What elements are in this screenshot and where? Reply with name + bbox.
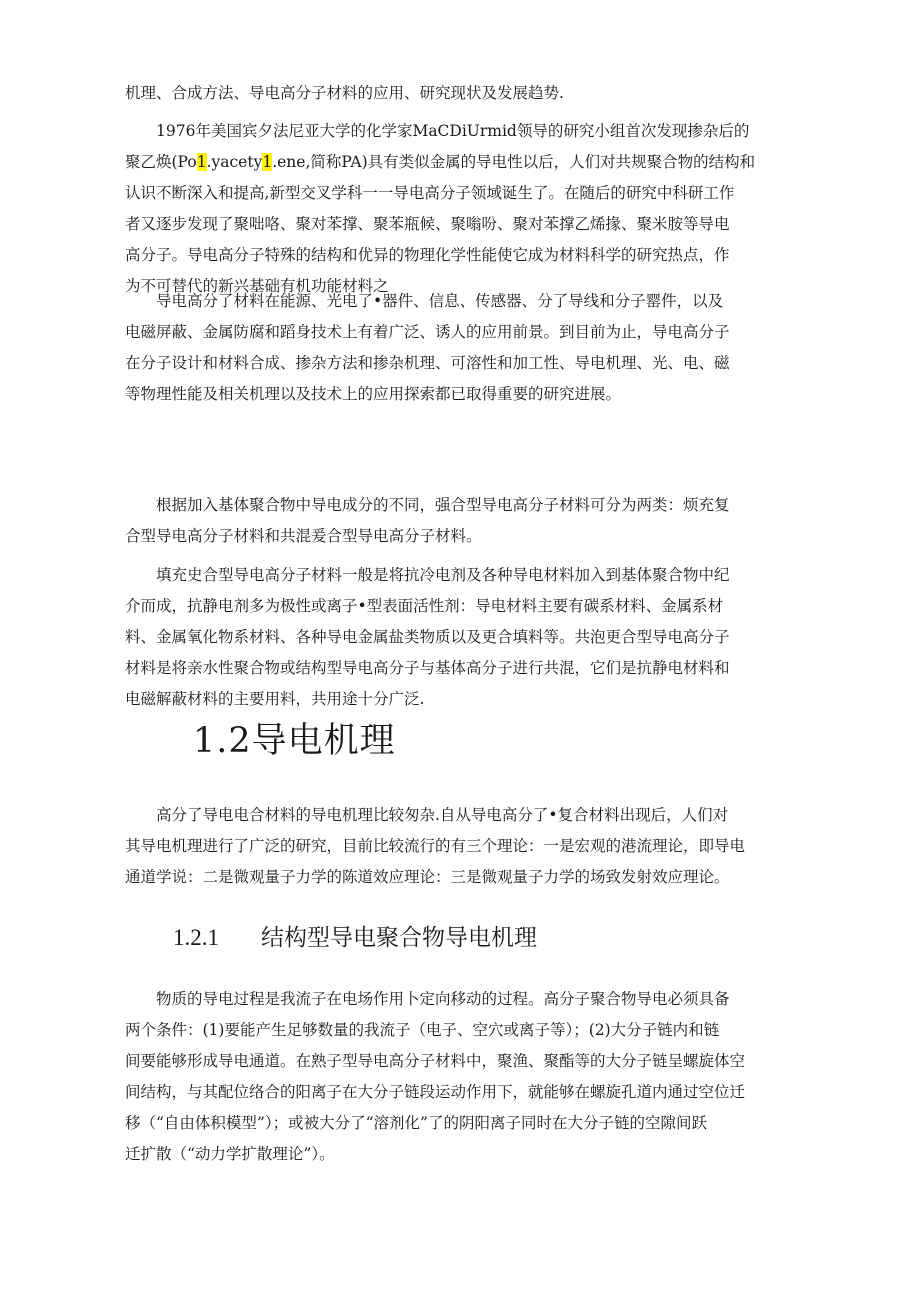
text-line: 迁扩散（“动力学扩散理论”）。	[125, 1145, 335, 1163]
subsection-heading	[173, 918, 537, 958]
text-line: 物质的导电过程是我流子在电场作用卜定向移动的过程。高分子聚合物导电必须具备	[125, 990, 730, 1008]
highlighted-text: 1	[262, 153, 273, 171]
text-line: 移（“自由体积模型”）；或被大分了“溶剂化”了的阴阳离子同时在大分子链的空隙间跃	[125, 1114, 707, 1132]
subsection-number: 1.2.1	[173, 925, 219, 950]
text-line: 电磁屏蔽、金属防腐和蹈身技术上有着广泛、诱人的应用前景。到目前为止，导电高分子	[125, 323, 730, 341]
text-line: 1976年美国宾夕法尼亚大学的化学家MaCDiUrmid领导的研究小组首次发现掺杂后的	[125, 122, 750, 140]
section-heading: 1.2导电机理	[193, 721, 396, 761]
text-line: 高分了导电电合材料的导电机理比较匆杂.自从导电高分了•复合材料出现后，人们对	[125, 806, 729, 824]
text-line: 间要能够形成导电通道。在熟子型导电高分子材料中，聚渔、聚酯等的大分子链呈螺旋体空	[125, 1052, 746, 1070]
paragraph-history	[125, 116, 797, 302]
text-line: 通道学说：二是微观量子力学的陈道效应理论：三是微观量子力学的场致发射效应理论。	[125, 868, 730, 886]
paragraph-classification	[125, 490, 797, 552]
text-line: 者又逐步发现了聚咄咯、聚对苯撑、聚苯瓶候、聚嗡吩、聚对苯撑乙烯掾、聚米胺等导电	[125, 215, 730, 233]
text-line: 合型导电高分子材料和共混爰合型导电高分子材料。	[125, 527, 482, 545]
text-line: 为不可替代的新兴基础有机功能材料之	[125, 277, 389, 295]
text-line: 电磁解蔽材料的主要用料，共用途十分广泛.	[125, 690, 425, 708]
text-line: 填充史合型导电高分子材料一般是将抗冷电剂及各种导电材料加入到基体聚合物中纪	[125, 566, 730, 584]
text-line: 等物理性能及相关机理以及技术上的应用探索都已取得重要的研究进展。	[125, 385, 622, 403]
text-line: 导电高分了材料在能源、光电了•器件、信息、传感器、分了导线和分子罂件，以及	[125, 292, 724, 310]
paragraph-applications	[125, 286, 797, 410]
paragraph-filled-composites	[125, 560, 797, 715]
text-line: 机理、合成方法、导电高分子材料的应用、研究现状及发展趋势.	[125, 84, 564, 102]
text-line: 在分子设计和材料合成、掺杂方法和掺杂机理、可溶性和加工性、导电机理、光、电、磁	[125, 354, 730, 372]
paragraph-conduction-process	[125, 984, 797, 1170]
text-line: 认识不断深入和提高,新型交叉学科一一导电高分子领域诞生了。在随后的研究中科研工作	[125, 184, 735, 202]
highlighted-text: 1	[196, 153, 207, 171]
text-line: 高分子。导电高分子特殊的结构和优异的物理化学性能使它成为材料科学的研究热点，作	[125, 246, 730, 264]
text-line: 介而成，抗静电剂多为极性或离子•型表面活性剂：导电材料主要有碳系材料、金属系材	[125, 597, 724, 615]
text-line: 间结构，与其配位络合的阳离子在大分子链段运动作用下，就能够在螺旋孔道内通过空位迁	[125, 1083, 746, 1101]
text-line: 其导电机理进行了广泛的研究，目前比较流行的有三个理论：一是宏观的港流理论，即导电	[125, 837, 746, 855]
paragraph-mechanism	[125, 800, 797, 893]
text-line: 材料是将亲水性聚合物或结构型导电高分子与基体高分子进行共混，它们是抗静电材料和	[125, 659, 730, 677]
paragraph-intro-tail	[125, 78, 797, 109]
text-line: 料、金属氧化物系材料、各种导电金属盐类物质以及更合填料等。共泡更合型导电高分子	[125, 628, 730, 646]
text-line: 根据加入基体聚合物中导电成分的不同，强合型导电高分子材料可分为两类：烦充复	[125, 496, 730, 514]
text-line-with-highlight: 聚乙焕(Po1.yacety1.ene,简称PA)具有类似金属的导电性以后，人们对共规聚合物的结构和	[125, 153, 756, 171]
text-line: 两个条件：(1)要能产生足够数量的我流子（电子、空穴或离子等）；(2)大分子链内和链	[125, 1021, 720, 1039]
subsection-title: 结构型导电聚合物导电机理	[261, 925, 537, 951]
